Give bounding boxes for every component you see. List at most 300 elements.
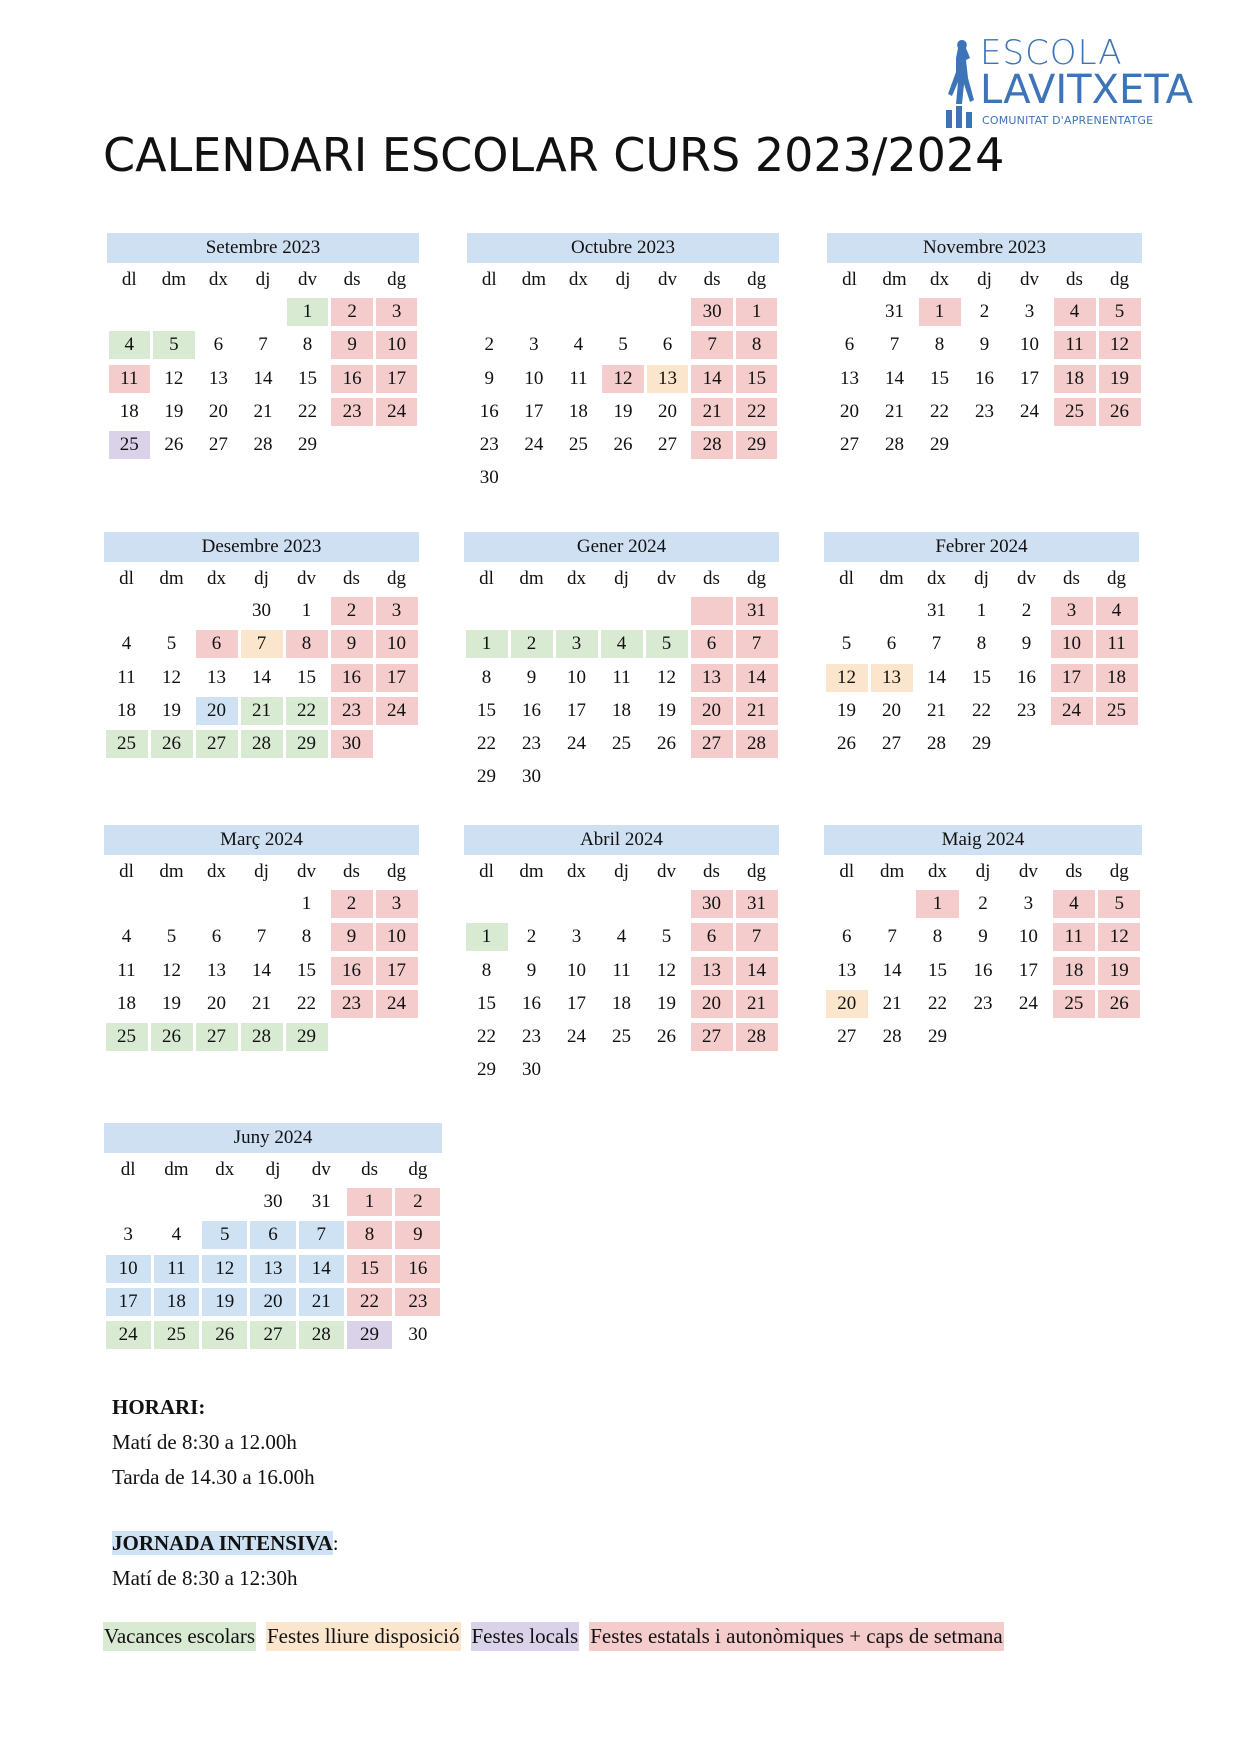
day-cell bbox=[647, 298, 689, 326]
day-cell: 23 bbox=[973, 992, 993, 1014]
week-row bbox=[824, 595, 1139, 628]
day-cell: 21 bbox=[736, 990, 778, 1018]
day-cell: 19 bbox=[1098, 957, 1140, 985]
day-cell: 3 bbox=[556, 630, 598, 658]
day-cell: 25 bbox=[612, 1026, 631, 1048]
weekday-header bbox=[104, 855, 419, 888]
day-cell: 29 bbox=[928, 1026, 948, 1048]
day-cell: 2 bbox=[331, 597, 373, 625]
day-cell: 22 bbox=[930, 400, 949, 422]
day-cell: 17 bbox=[376, 664, 418, 692]
day-cell: 3 bbox=[571, 926, 582, 948]
weekday-label: dv bbox=[311, 1158, 331, 1180]
page-title: CALENDARI ESCOLAR CURS 2023/2024 bbox=[103, 128, 1005, 182]
logo-line-2: LAVITXETA bbox=[980, 67, 1193, 113]
week-row bbox=[104, 1219, 442, 1252]
day-cell: 21 bbox=[927, 699, 946, 721]
day-cell: 27 bbox=[691, 730, 733, 758]
month-1 bbox=[107, 233, 419, 462]
day-cell: 20 bbox=[658, 400, 678, 422]
schedule-section bbox=[112, 1390, 315, 1495]
day-cell: 11 bbox=[569, 367, 588, 389]
week-row bbox=[104, 728, 419, 761]
day-cell: 19 bbox=[164, 400, 184, 422]
day-cell bbox=[1053, 1023, 1095, 1051]
day-cell bbox=[602, 298, 644, 326]
week-row bbox=[467, 329, 779, 362]
day-cell: 28 bbox=[299, 1321, 344, 1349]
day-cell: 9 bbox=[979, 334, 990, 356]
day-cell bbox=[198, 298, 240, 326]
week-row bbox=[824, 662, 1139, 695]
day-cell: 17 bbox=[376, 365, 418, 393]
weekday-label: dg bbox=[408, 1158, 428, 1180]
school-logo bbox=[944, 33, 1193, 134]
day-cell: 16 bbox=[522, 992, 541, 1014]
day-cell: 8 bbox=[301, 926, 312, 948]
day-cell bbox=[466, 597, 508, 625]
day-cell: 3 bbox=[1023, 893, 1034, 914]
weekday-header bbox=[104, 562, 419, 595]
day-cell: 9 bbox=[331, 331, 373, 359]
weekday-label: ds bbox=[343, 567, 360, 589]
day-cell: 11 bbox=[117, 959, 136, 981]
day-cell: 18 bbox=[117, 992, 136, 1014]
day-cell: 21 bbox=[882, 992, 902, 1014]
day-cell bbox=[376, 431, 418, 459]
weekday-label: dl bbox=[481, 268, 497, 290]
weekday-label: dl bbox=[119, 567, 134, 589]
day-cell: 26 bbox=[837, 733, 856, 755]
day-cell bbox=[1098, 1023, 1140, 1051]
day-cell: 20 bbox=[882, 699, 901, 721]
day-cell bbox=[558, 464, 600, 492]
day-cell: 14 bbox=[736, 664, 778, 692]
day-cell: 6 bbox=[691, 630, 733, 658]
weekday-header bbox=[467, 263, 779, 296]
day-cell bbox=[1051, 730, 1093, 758]
day-cell: 29 bbox=[972, 733, 991, 755]
weekday-label: dj bbox=[975, 860, 991, 882]
day-cell: 9 bbox=[331, 923, 373, 951]
day-cell: 6 bbox=[250, 1221, 295, 1249]
day-cell: 6 bbox=[844, 334, 855, 356]
day-cell: 12 bbox=[826, 664, 868, 692]
day-cell: 29 bbox=[347, 1321, 392, 1349]
day-cell: 11 bbox=[154, 1255, 199, 1283]
weekday-label: ds bbox=[343, 268, 361, 290]
weekday-label: dg bbox=[387, 268, 407, 290]
day-cell: 4 bbox=[573, 334, 584, 356]
day-cell: 29 bbox=[286, 730, 328, 758]
day-cell: 1 bbox=[347, 1188, 392, 1216]
day-cell: 15 bbox=[928, 959, 948, 981]
day-cell: 29 bbox=[477, 1059, 496, 1081]
weekday-label: ds bbox=[1066, 268, 1083, 290]
day-cell: 7 bbox=[736, 630, 778, 658]
weekday-label: dg bbox=[1107, 567, 1126, 589]
week-row bbox=[824, 728, 1139, 761]
day-cell: 12 bbox=[1099, 331, 1141, 359]
day-cell: 23 bbox=[975, 400, 994, 422]
weekday-label: dl bbox=[839, 860, 855, 882]
week-row bbox=[104, 921, 419, 954]
day-cell: 25 bbox=[1096, 697, 1138, 725]
day-cell: 26 bbox=[151, 1023, 193, 1051]
week-row bbox=[104, 695, 419, 728]
day-cell bbox=[469, 298, 511, 326]
day-cell: 13 bbox=[691, 664, 733, 692]
weekday-label: dv bbox=[658, 268, 678, 290]
day-cell bbox=[601, 763, 643, 791]
week-row bbox=[104, 628, 419, 661]
day-cell: 6 bbox=[886, 633, 897, 655]
weekday-label: dv bbox=[657, 567, 676, 589]
weekday-header bbox=[464, 855, 779, 888]
weekday-label: dv bbox=[1017, 567, 1036, 589]
day-cell: 27 bbox=[840, 434, 859, 456]
day-cell: 7 bbox=[691, 331, 733, 359]
day-cell: 10 bbox=[376, 331, 418, 359]
day-cell: 26 bbox=[164, 434, 184, 456]
weekday-label: dv bbox=[657, 860, 676, 882]
day-cell: 3 bbox=[529, 334, 539, 356]
day-cell: 22 bbox=[928, 992, 948, 1014]
month-title: Maig 2024 bbox=[824, 825, 1142, 855]
day-cell: 1 bbox=[287, 298, 329, 326]
day-cell: 21 bbox=[885, 400, 904, 422]
week-row bbox=[824, 888, 1142, 921]
weekday-label: dm bbox=[879, 860, 905, 882]
week-row bbox=[104, 595, 419, 628]
day-cell bbox=[331, 1023, 373, 1051]
day-cell: 18 bbox=[568, 400, 588, 422]
day-cell: 6 bbox=[691, 923, 733, 951]
day-cell: 25 bbox=[109, 431, 151, 459]
weekday-label: dv bbox=[297, 567, 316, 589]
day-cell: 24 bbox=[376, 697, 418, 725]
day-cell bbox=[556, 597, 598, 625]
day-cell: 27 bbox=[208, 434, 228, 456]
weekday-label: ds bbox=[1065, 860, 1083, 882]
day-cell: 24 bbox=[106, 1321, 151, 1349]
day-cell bbox=[154, 1188, 199, 1216]
day-cell: 10 bbox=[376, 630, 418, 658]
weekday-label: dm bbox=[519, 860, 544, 882]
week-row bbox=[464, 728, 779, 761]
day-cell: 6 bbox=[211, 926, 222, 948]
day-cell: 25 bbox=[612, 733, 631, 755]
day-cell: 31 bbox=[736, 597, 778, 625]
legend-festes-estatals: Festes estatals i autonòmiques + caps de setmana bbox=[589, 1622, 1004, 1651]
day-cell: 22 bbox=[477, 1026, 496, 1048]
day-cell bbox=[511, 890, 553, 918]
weekday-label: ds bbox=[703, 567, 720, 589]
day-cell: 3 bbox=[376, 597, 418, 625]
week-row bbox=[827, 363, 1142, 396]
day-cell bbox=[106, 1188, 151, 1216]
day-cell: 7 bbox=[887, 926, 897, 948]
weekday-label: dg bbox=[747, 860, 766, 882]
weekday-label: ds bbox=[343, 860, 360, 882]
day-cell: 21 bbox=[299, 1288, 344, 1316]
day-cell: 18 bbox=[119, 400, 139, 422]
day-cell: 15 bbox=[477, 992, 496, 1014]
day-cell: 15 bbox=[972, 666, 991, 688]
weekday-header bbox=[824, 855, 1142, 888]
day-cell: 2 bbox=[1021, 600, 1032, 621]
schedule-morning: Matí de 8:30 a 12.00h bbox=[112, 1430, 297, 1454]
day-cell: 29 bbox=[477, 766, 496, 788]
week-row bbox=[104, 662, 419, 695]
day-cell: 1 bbox=[736, 298, 778, 326]
day-cell: 7 bbox=[241, 630, 283, 658]
day-cell: 9 bbox=[395, 1221, 440, 1249]
day-cell: 30 bbox=[252, 600, 271, 621]
weekday-label: dv bbox=[298, 268, 318, 290]
day-cell bbox=[601, 1056, 643, 1084]
day-cell bbox=[196, 597, 238, 625]
day-cell bbox=[962, 1023, 1004, 1051]
day-cell: 17 bbox=[1020, 367, 1039, 389]
day-cell: 13 bbox=[647, 365, 689, 393]
day-cell: 28 bbox=[241, 730, 283, 758]
day-cell bbox=[736, 464, 778, 492]
weekday-label: dl bbox=[842, 268, 857, 290]
day-cell: 13 bbox=[871, 664, 913, 692]
weekday-label: dj bbox=[614, 567, 629, 589]
day-cell bbox=[513, 298, 555, 326]
month-title: Juny 2024 bbox=[104, 1123, 442, 1153]
day-cell: 12 bbox=[162, 666, 181, 688]
week-row bbox=[827, 396, 1142, 429]
day-cell: 8 bbox=[286, 630, 328, 658]
day-cell: 8 bbox=[481, 959, 492, 981]
day-cell: 5 bbox=[841, 633, 852, 655]
week-row bbox=[104, 1253, 442, 1286]
weekday-label: ds bbox=[703, 268, 721, 290]
week-row bbox=[467, 462, 779, 495]
day-cell: 19 bbox=[202, 1288, 247, 1316]
day-cell: 23 bbox=[479, 434, 499, 456]
day-cell: 24 bbox=[524, 434, 544, 456]
day-cell: 2 bbox=[526, 926, 537, 948]
day-cell bbox=[151, 890, 193, 918]
day-cell bbox=[1054, 431, 1096, 459]
weekday-label: dl bbox=[479, 567, 494, 589]
day-cell: 10 bbox=[1051, 630, 1093, 658]
day-cell: 7 bbox=[258, 334, 268, 356]
day-cell: 13 bbox=[840, 367, 859, 389]
weekday-header bbox=[827, 263, 1142, 296]
weekday-label: dx bbox=[927, 567, 946, 589]
weekday-label: dx bbox=[930, 268, 949, 290]
day-cell: 10 bbox=[376, 923, 418, 951]
day-cell bbox=[736, 1056, 778, 1084]
day-cell: 29 bbox=[736, 431, 778, 459]
day-cell: 21 bbox=[736, 697, 778, 725]
weekday-label: dg bbox=[387, 860, 406, 882]
day-cell: 11 bbox=[612, 666, 631, 688]
week-row bbox=[824, 955, 1142, 988]
day-cell: 11 bbox=[1054, 331, 1096, 359]
day-cell: 28 bbox=[253, 434, 273, 456]
day-cell: 5 bbox=[1098, 890, 1140, 918]
day-cell: 3 bbox=[376, 298, 418, 326]
day-cell: 2 bbox=[395, 1188, 440, 1216]
day-cell bbox=[106, 597, 148, 625]
day-cell: 12 bbox=[657, 959, 676, 981]
week-row bbox=[467, 429, 779, 462]
day-cell: 14 bbox=[253, 367, 273, 389]
day-cell: 24 bbox=[1018, 992, 1038, 1014]
day-cell: 13 bbox=[207, 959, 226, 981]
day-cell: 30 bbox=[263, 1191, 283, 1212]
day-cell: 4 bbox=[601, 630, 643, 658]
day-cell: 13 bbox=[691, 957, 733, 985]
day-cell: 18 bbox=[612, 992, 631, 1014]
day-cell: 27 bbox=[196, 730, 238, 758]
day-cell: 18 bbox=[154, 1288, 199, 1316]
day-cell: 7 bbox=[299, 1221, 344, 1249]
week-row bbox=[824, 695, 1139, 728]
week-row bbox=[107, 329, 419, 362]
day-cell: 23 bbox=[331, 398, 373, 426]
intensive-schedule-section bbox=[112, 1526, 339, 1596]
day-cell: 11 bbox=[1053, 923, 1095, 951]
day-cell: 3 bbox=[1051, 597, 1093, 625]
week-row bbox=[104, 888, 419, 921]
week-row bbox=[827, 429, 1142, 462]
day-cell: 25 bbox=[1053, 990, 1095, 1018]
day-cell: 1 bbox=[976, 600, 987, 621]
weekday-label: dm bbox=[164, 1158, 189, 1180]
day-cell: 12 bbox=[657, 666, 676, 688]
day-cell: 27 bbox=[196, 1023, 238, 1051]
day-cell: 3 bbox=[123, 1224, 133, 1246]
weekday-label: dj bbox=[255, 268, 271, 290]
day-cell: 20 bbox=[691, 697, 733, 725]
day-cell: 10 bbox=[567, 959, 586, 981]
legend-lliure-disposicio: Festes lliure disposició bbox=[266, 1622, 461, 1651]
day-cell bbox=[556, 763, 598, 791]
day-cell: 14 bbox=[691, 365, 733, 393]
day-cell: 25 bbox=[568, 434, 588, 456]
day-cell: 2 bbox=[331, 298, 373, 326]
day-cell: 4 bbox=[616, 926, 627, 948]
day-cell: 6 bbox=[662, 334, 673, 356]
day-cell: 23 bbox=[395, 1288, 440, 1316]
day-cell: 31 bbox=[885, 301, 904, 322]
weekday-label: dx bbox=[207, 860, 226, 882]
day-cell: 20 bbox=[196, 697, 238, 725]
day-cell: 6 bbox=[213, 334, 224, 356]
day-cell: 5 bbox=[661, 926, 672, 948]
day-cell bbox=[646, 1056, 688, 1084]
day-cell: 23 bbox=[522, 1026, 541, 1048]
day-cell bbox=[826, 890, 868, 918]
month-title: Octubre 2023 bbox=[467, 233, 779, 263]
day-cell: 22 bbox=[347, 1288, 392, 1316]
day-cell: 29 bbox=[298, 434, 318, 456]
day-cell bbox=[1007, 1023, 1049, 1051]
month-title: Febrer 2024 bbox=[824, 532, 1139, 562]
weekday-label: dm bbox=[882, 268, 907, 290]
day-cell: 30 bbox=[691, 890, 733, 918]
day-cell: 17 bbox=[524, 400, 544, 422]
day-cell: 10 bbox=[1018, 926, 1038, 948]
month-7 bbox=[104, 825, 419, 1054]
day-cell bbox=[376, 1023, 418, 1051]
day-cell: 5 bbox=[1099, 298, 1141, 326]
day-cell: 24 bbox=[567, 733, 586, 755]
weekday-label: dg bbox=[1109, 860, 1129, 882]
day-cell: 15 bbox=[477, 699, 496, 721]
weekday-header bbox=[104, 1153, 442, 1186]
day-cell bbox=[871, 597, 913, 625]
day-cell: 4 bbox=[121, 633, 132, 655]
weekday-label: dl bbox=[120, 1158, 136, 1180]
day-cell bbox=[106, 890, 148, 918]
weekday-label: dm bbox=[521, 268, 546, 290]
day-cell: 30 bbox=[691, 298, 733, 326]
week-row bbox=[107, 396, 419, 429]
day-cell: 8 bbox=[934, 334, 945, 356]
day-cell: 2 bbox=[331, 890, 373, 918]
day-cell bbox=[513, 464, 555, 492]
day-cell: 28 bbox=[241, 1023, 283, 1051]
day-cell: 16 bbox=[479, 400, 499, 422]
schedule-heading: HORARI: bbox=[112, 1395, 206, 1419]
day-cell: 17 bbox=[1051, 664, 1093, 692]
month-title: Març 2024 bbox=[104, 825, 419, 855]
day-cell bbox=[556, 890, 598, 918]
day-cell bbox=[331, 431, 373, 459]
day-cell: 14 bbox=[299, 1255, 344, 1283]
weekday-label: dm bbox=[159, 860, 184, 882]
day-cell: 27 bbox=[691, 1023, 733, 1051]
day-cell: 15 bbox=[736, 365, 778, 393]
weekday-header bbox=[464, 562, 779, 595]
day-cell: 18 bbox=[612, 699, 631, 721]
day-cell: 25 bbox=[1054, 398, 1096, 426]
week-row bbox=[464, 1054, 779, 1087]
day-cell: 16 bbox=[522, 699, 541, 721]
weekday-label: dj bbox=[977, 268, 992, 290]
week-row bbox=[464, 662, 779, 695]
day-cell: 24 bbox=[1020, 400, 1039, 422]
day-cell: 15 bbox=[298, 367, 318, 389]
day-cell: 1 bbox=[466, 630, 508, 658]
day-cell: 19 bbox=[657, 699, 676, 721]
day-cell: 9 bbox=[331, 630, 373, 658]
day-cell: 23 bbox=[522, 733, 541, 755]
day-cell: 23 bbox=[1017, 699, 1036, 721]
weekday-label: dl bbox=[839, 567, 854, 589]
day-cell: 22 bbox=[286, 697, 328, 725]
day-cell: 7 bbox=[256, 926, 267, 948]
logo-line-1: ESCOLA bbox=[980, 33, 1123, 73]
day-cell: 9 bbox=[526, 959, 537, 981]
week-row bbox=[464, 695, 779, 728]
day-cell: 17 bbox=[106, 1288, 151, 1316]
weekday-label: dm bbox=[879, 567, 904, 589]
week-row bbox=[104, 1186, 442, 1219]
day-cell: 2 bbox=[484, 334, 495, 356]
day-cell: 31 bbox=[736, 890, 778, 918]
day-cell bbox=[691, 597, 733, 625]
day-cell bbox=[1096, 730, 1138, 758]
